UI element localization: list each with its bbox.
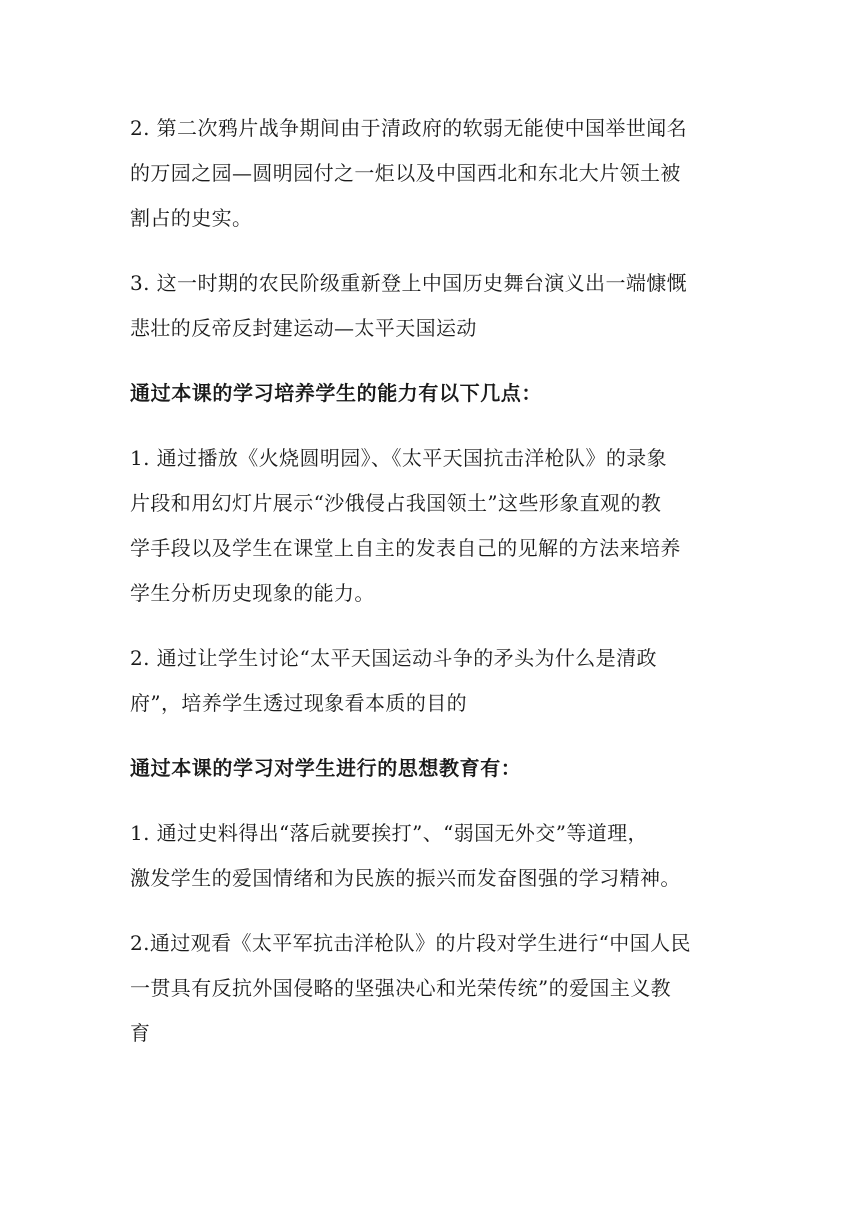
text-line: 2. 通过让学生讨论“太平天国运动斗争的矛头为什么是清政 — [130, 646, 657, 670]
text-line: 学生分析历史现象的能力。 — [130, 581, 375, 605]
section-heading: 通过本课的学习对学生进行的思想教育有： — [130, 756, 522, 780]
text-line: 2.通过观看《太平军抗击洋枪队》的片段对学生进行“中国人民 — [130, 931, 691, 955]
text-line: 的万园之园—圆明园付之一炬以及中国西北和东北大片领土被 — [130, 161, 681, 185]
text-line: 片段和用幻灯片展示“沙俄侵占我国领土”这些形象直观的教 — [130, 491, 662, 515]
text-line: 一贯具有反抗外国侵略的坚强决心和光荣传统”的爱国主义教 — [130, 976, 672, 1000]
text-line: 悲壮的反帝反封建运动—太平天国运动 — [130, 316, 477, 340]
text-line: 学手段以及学生在课堂上自主的发表自己的见解的方法来培养 — [130, 536, 681, 560]
text-line: 2. 第二次鸦片战争期间由于清政府的软弱无能使中国举世闻名 — [130, 116, 688, 140]
text-line: 激发学生的爱国情绪和为民族的振兴而发奋图强的学习精神。 — [130, 866, 681, 890]
text-line: 1. 通过史料得出“落后就要挨打”、“弱国无外交”等道理， — [130, 821, 648, 845]
text-line: 割占的史实。 — [130, 206, 253, 230]
text-line: 1. 通过播放《火烧圆明园》、《太平天国抗击洋枪队》的录象 — [130, 446, 668, 470]
section-heading: 通过本课的学习培养学生的能力有以下几点： — [130, 381, 542, 405]
text-line: 府”，培养学生透过现象看本质的目的 — [130, 691, 468, 715]
text-line: 3. 这一时期的农民阶级重新登上中国历史舞台演义出一端慷慨 — [130, 271, 688, 295]
text-line: 育 — [130, 1021, 151, 1045]
